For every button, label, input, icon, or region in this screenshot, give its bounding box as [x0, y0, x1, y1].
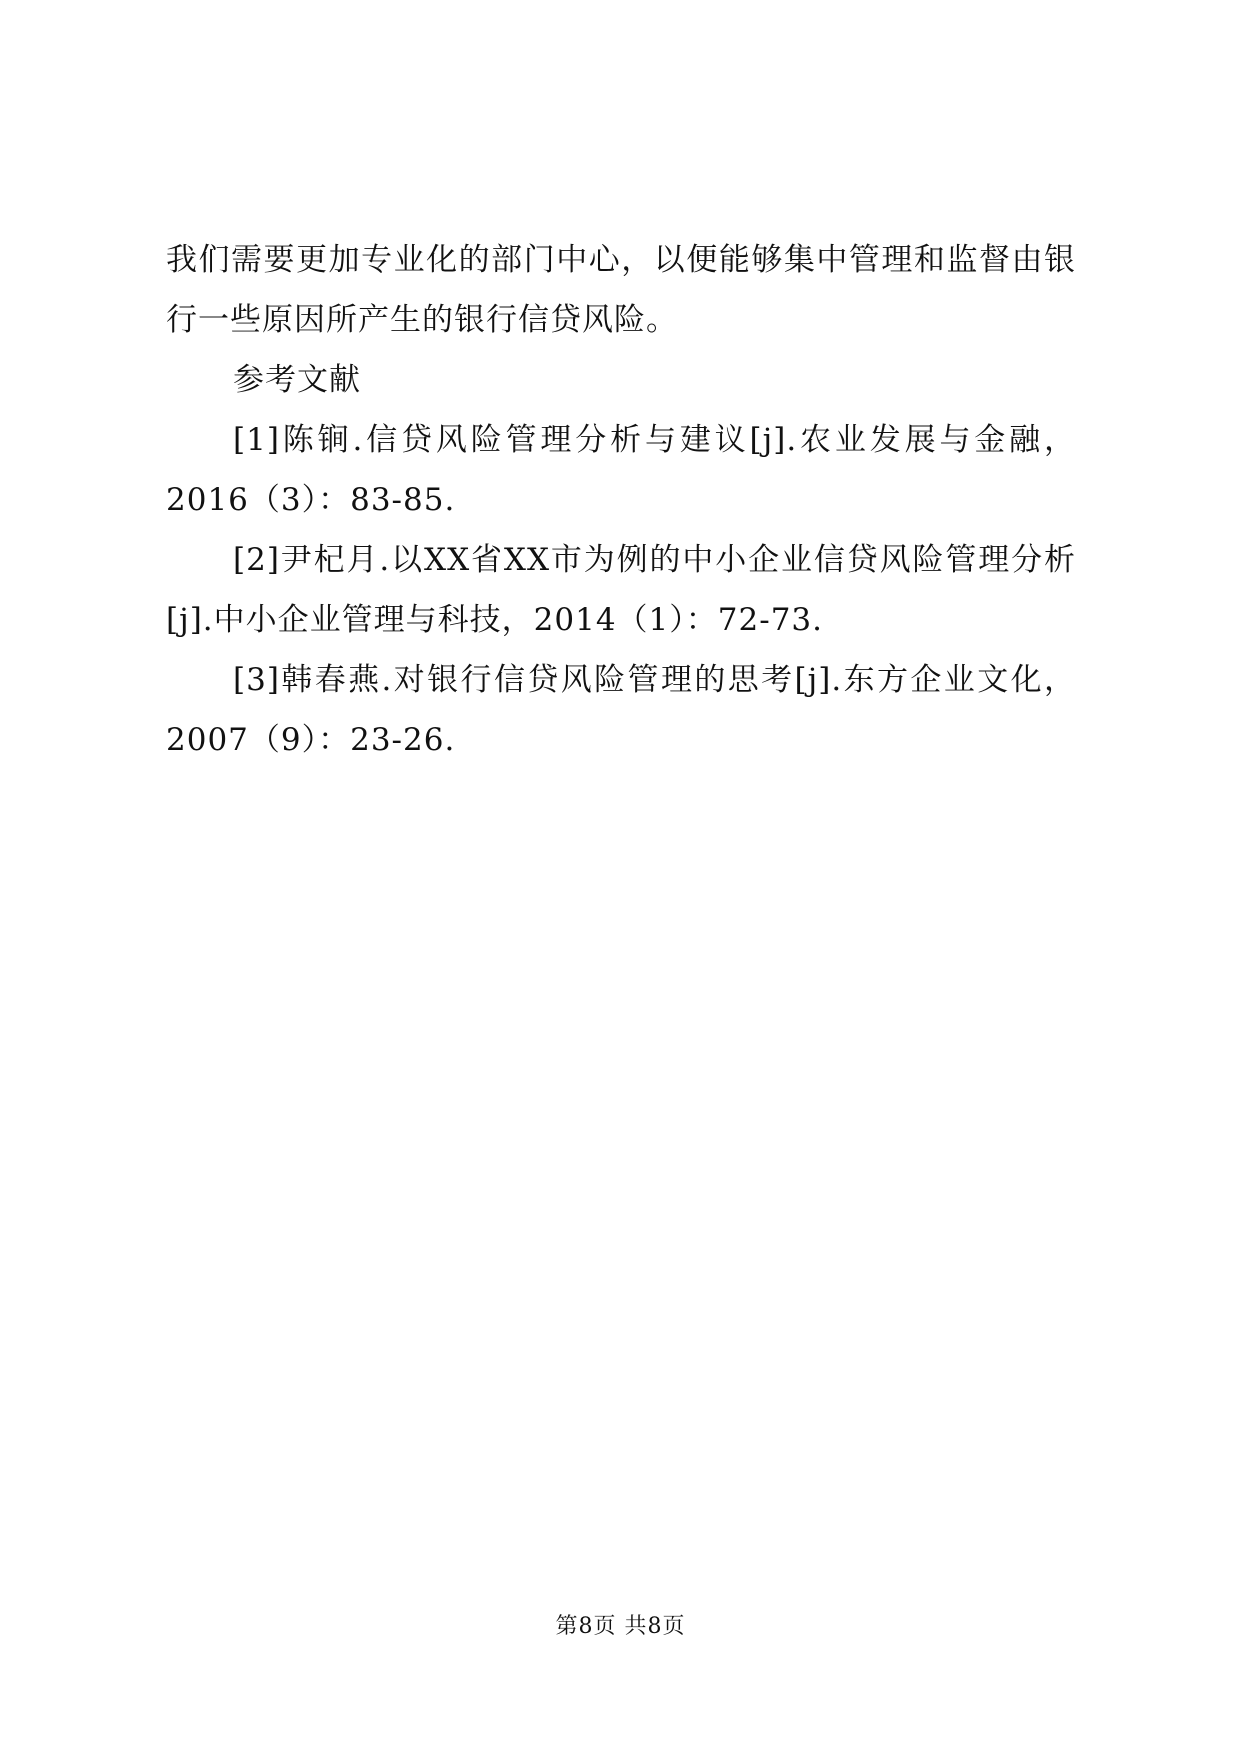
body-paragraph: 我们需要更加专业化的部门中心，以便能够集中管理和监督由银行一些原因所产生的银行信贷风险。: [166, 242, 1076, 338]
reference-item-3: [3]韩春燕.对银行信贷风险管理的思考[j].东方企业文化，2007（9）：23-26.: [166, 662, 1076, 758]
page-number-label: 第8页 共8页: [555, 1614, 686, 1639]
reference-item-2: [2]尹杞月.以XX省XX市为例的中小企业信贷风险管理分析[j].中小企业管理与科技，2014（1）：72-73.: [166, 542, 1076, 638]
reference-item-1: [1]陈锏.信贷风险管理分析与建议[j].农业发展与金融，2016（3）：83-85.: [166, 422, 1076, 518]
references-heading: 参考文献: [233, 362, 361, 398]
document-body: [166, 230, 1076, 770]
page-footer: [0, 1612, 1241, 1642]
